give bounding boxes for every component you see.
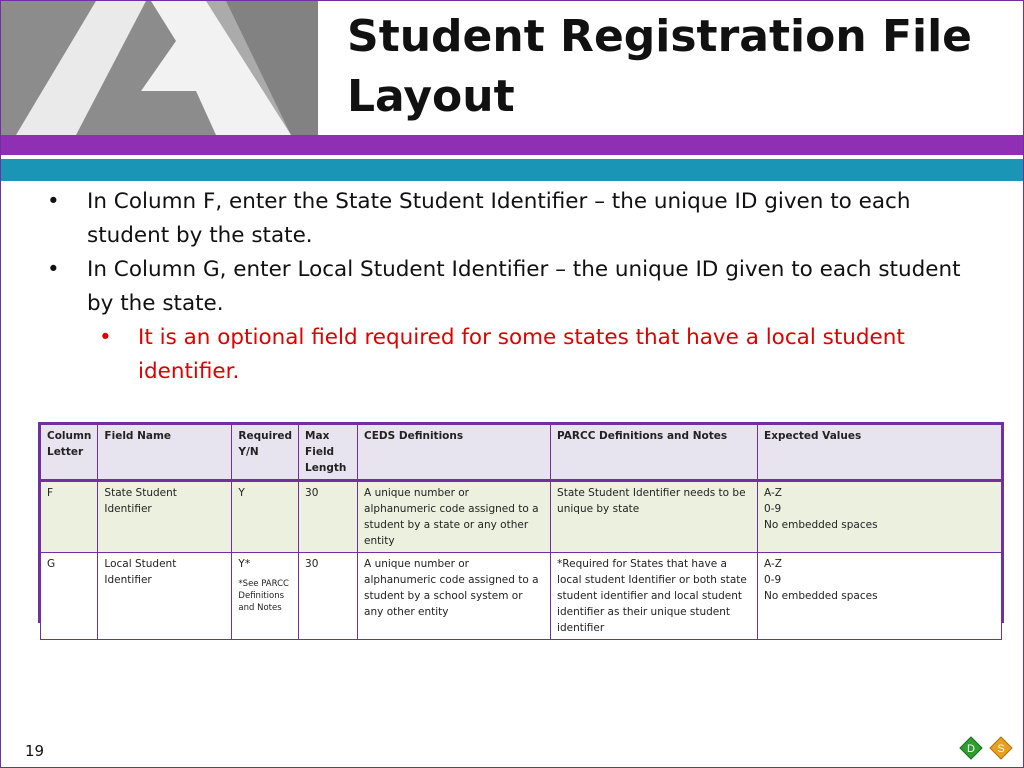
- cell-ceds: A unique number or alphanumeric code assigned to a student by a school system or any other entity: [358, 553, 551, 640]
- table-row: [41, 553, 1002, 640]
- nav-icons: [959, 734, 1019, 762]
- expected-value: No embedded spaces: [764, 519, 878, 531]
- bullet-dot-icon: •: [47, 189, 60, 214]
- bullet-item: [41, 253, 981, 321]
- sub-bullet-item: [41, 321, 981, 389]
- cell-expected: [758, 553, 1002, 640]
- cell-required: [232, 553, 299, 640]
- column-header: Column Letter: [41, 425, 98, 481]
- required-value: Y*: [238, 558, 251, 570]
- bullet-list: [41, 185, 981, 389]
- bullet-dot-icon: •: [47, 257, 60, 282]
- cell-max-length: 30: [299, 481, 358, 553]
- page-number: 19: [25, 742, 45, 760]
- teal-band: [1, 159, 1024, 181]
- cell-field-name: Local Student Identifier: [98, 553, 232, 640]
- cell-max-length: 30: [299, 553, 358, 640]
- column-header: Field Name: [98, 425, 232, 481]
- column-header: Expected Values: [758, 425, 1002, 481]
- a-letter-logo-icon: [1, 1, 318, 135]
- expected-value: A-Z: [764, 487, 782, 499]
- cell-required: Y: [232, 481, 299, 553]
- purple-band: [1, 135, 1024, 155]
- table-row: [41, 481, 1002, 553]
- s-nav-icon[interactable]: [989, 736, 1013, 760]
- s-nav-label: S: [997, 743, 1005, 755]
- column-header: PARCC Definitions and Notes: [551, 425, 758, 481]
- cell-column-letter: G: [41, 553, 98, 640]
- bullet-text: In Column G, enter Local Student Identifier – the unique ID given to each student by the state.: [87, 257, 961, 316]
- expected-value: A-Z: [764, 558, 782, 570]
- expected-value: 0-9: [764, 574, 782, 586]
- d-nav-label: D: [967, 743, 975, 755]
- bullet-dot-icon: •: [99, 325, 112, 350]
- d-nav-icon[interactable]: [959, 736, 983, 760]
- cell-expected: [758, 481, 1002, 553]
- bullet-item: [41, 185, 981, 253]
- column-header: Required Y/N: [232, 425, 299, 481]
- cell-ceds: A unique number or alphanumeric code assigned to a student by a state or any other entity: [358, 481, 551, 553]
- cell-column-letter: F: [41, 481, 98, 553]
- sub-bullet-text: It is an optional field required for some states that have a local student identifier.: [138, 325, 905, 384]
- expected-value: 0-9: [764, 503, 782, 515]
- cell-parcc: *Required for States that have a local student Identifier or both state student identifier and local student identifier as their unique student identifier: [551, 553, 758, 640]
- logo: [1, 1, 318, 135]
- expected-value: No embedded spaces: [764, 590, 878, 602]
- column-header: Max Field Length: [299, 425, 358, 481]
- cell-field-name: State Student Identifier: [98, 481, 232, 553]
- required-note: *See PARCC Definitions and Notes: [238, 579, 289, 613]
- file-layout-table: [38, 422, 1004, 634]
- column-header: CEDS Definitions: [358, 425, 551, 481]
- slide-title: Student Registration File Layout: [347, 11, 973, 122]
- table-header-row: [41, 425, 1002, 481]
- bullet-text: In Column F, enter the State Student Identifier – the unique ID given to each student by the state.: [87, 189, 911, 248]
- cell-parcc: State Student Identifier needs to be unique by state: [551, 481, 758, 553]
